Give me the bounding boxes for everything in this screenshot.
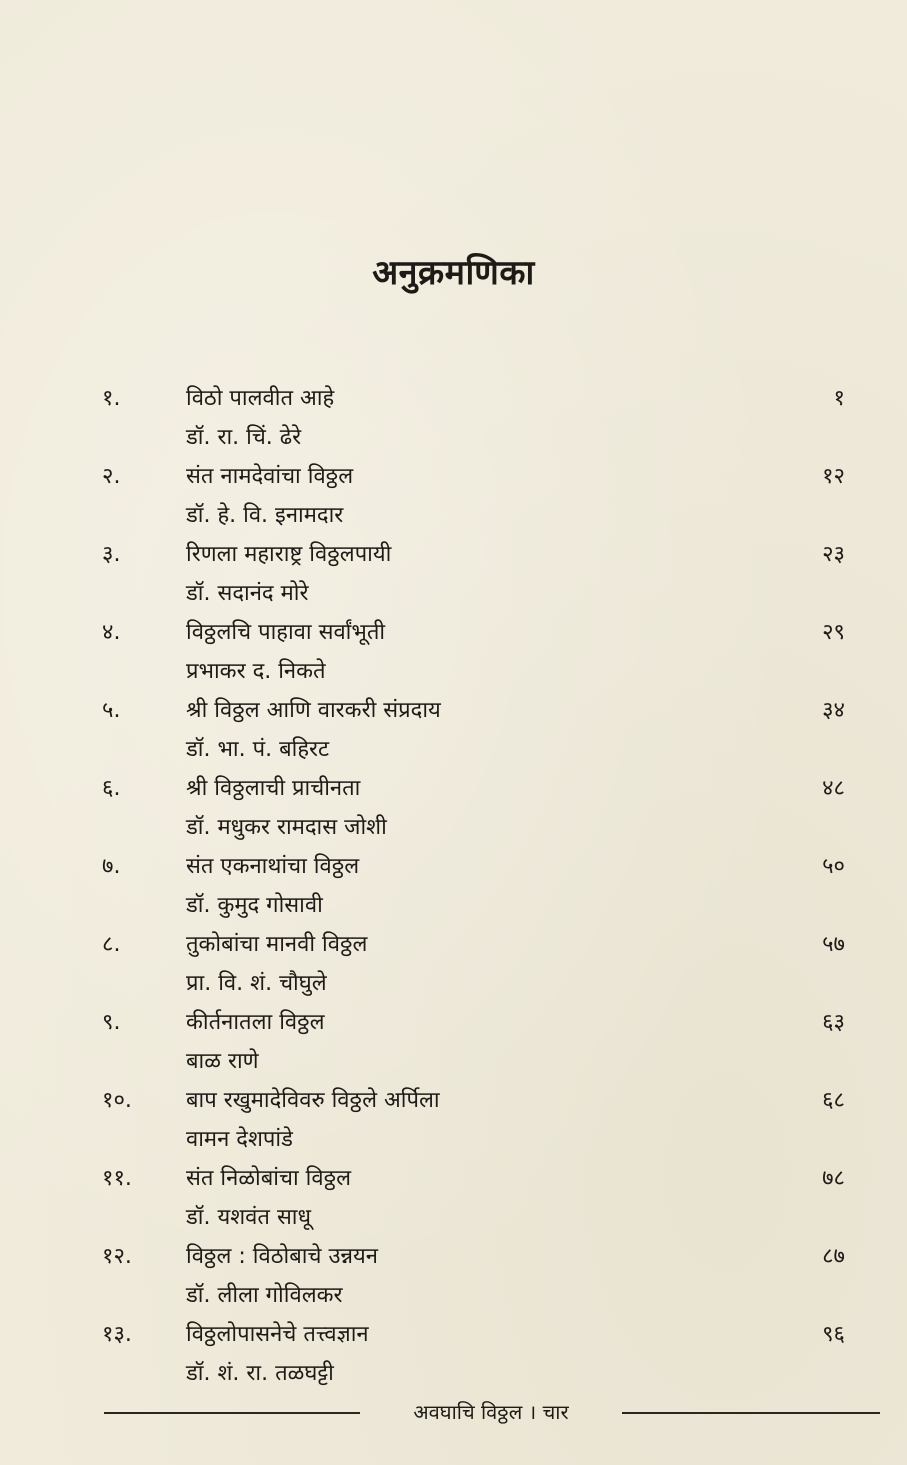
chapter-author: डॉ. रा. चिं. ढेरे xyxy=(186,425,302,450)
page-title: अनुक्रमणिका xyxy=(372,253,535,293)
entry-number: ६. xyxy=(102,776,121,801)
page-number: ८७ xyxy=(822,1244,845,1269)
footer-rule-left xyxy=(104,1412,360,1414)
chapter-title: तुकोबांचा मानवी विठ्ठल xyxy=(186,932,368,957)
chapter-title: विठ्ठलचि पाहावा सर्वांभूती xyxy=(186,620,386,645)
entry-number: ९. xyxy=(102,1010,121,1035)
chapter-author: डॉ. कुमुद गोसावी xyxy=(186,893,323,918)
page-footer xyxy=(0,1394,907,1430)
chapter-author: प्रभाकर द. निकते xyxy=(186,659,326,684)
chapter-author: वामन देशपांडे xyxy=(186,1127,293,1152)
toc-entry xyxy=(0,770,907,848)
chapter-title: विठो पालवीत आहे xyxy=(186,386,335,411)
page-number: ५० xyxy=(822,854,845,879)
toc-entry xyxy=(0,1238,907,1316)
chapter-title: श्री विठ्ठल आणि वारकरी संप्रदाय xyxy=(186,698,441,723)
page-number: १ xyxy=(833,386,845,411)
chapter-title: विठ्ठल : विठोबाचे उन्नयन xyxy=(186,1244,379,1269)
entry-number: २. xyxy=(102,464,121,489)
chapter-title: संत नामदेवांचा विठ्ठल xyxy=(186,464,354,489)
entry-number: ४. xyxy=(102,620,121,645)
toc-entry xyxy=(0,614,907,692)
page-number: ९६ xyxy=(822,1322,845,1347)
chapter-title: बाप रखुमादेविवरु विठ्ठले अर्पिला xyxy=(186,1088,440,1113)
toc-entry xyxy=(0,1004,907,1082)
chapter-author: प्रा. वि. शं. चौघुले xyxy=(186,971,327,996)
page-number: ३४ xyxy=(822,698,845,723)
chapter-author: डॉ. सदानंद मोरे xyxy=(186,581,309,606)
chapter-title: कीर्तनातला विठ्ठल xyxy=(186,1010,325,1035)
toc-entry xyxy=(0,1082,907,1160)
page-number: २९ xyxy=(822,620,845,645)
toc-entry xyxy=(0,458,907,536)
chapter-title: रिणला महाराष्ट्र विठ्ठलपायी xyxy=(186,542,392,567)
page-number: ५७ xyxy=(822,932,845,957)
entry-number: ५. xyxy=(102,698,121,723)
chapter-author: डॉ. मधुकर रामदास जोशी xyxy=(186,815,387,840)
entry-number: १२. xyxy=(102,1244,132,1269)
chapter-author: डॉ. यशवंत साधू xyxy=(186,1205,312,1230)
chapter-title: संत निळोबांचा विठ्ठल xyxy=(186,1166,352,1191)
chapter-author: डॉ. लीला गोविलकर xyxy=(186,1283,343,1308)
toc-entry xyxy=(0,1160,907,1238)
entry-number: ७. xyxy=(102,854,121,879)
entry-number: १. xyxy=(102,386,121,411)
chapter-author: बाळ राणे xyxy=(186,1049,259,1074)
toc-entry xyxy=(0,926,907,1004)
entry-number: ३. xyxy=(102,542,121,567)
toc-entry xyxy=(0,380,907,458)
chapter-title: विठ्ठलोपासनेचे तत्त्वज्ञान xyxy=(186,1322,369,1347)
toc-entry xyxy=(0,848,907,926)
entry-number: १०. xyxy=(102,1088,132,1113)
table-of-contents xyxy=(0,380,907,1394)
footer-rule-right xyxy=(622,1412,880,1414)
chapter-title: श्री विठ्ठलाची प्राचीनता xyxy=(186,776,361,801)
page-number: २३ xyxy=(822,542,845,567)
chapter-title: संत एकनाथांचा विठ्ठल xyxy=(186,854,360,879)
page-number: ७८ xyxy=(822,1166,845,1191)
chapter-author: डॉ. शं. रा. तळघट्टी xyxy=(186,1361,334,1386)
chapter-author: डॉ. भा. पं. बहिरट xyxy=(186,737,330,762)
page-number: ६३ xyxy=(822,1010,845,1035)
toc-entry xyxy=(0,1316,907,1394)
page-number: १२ xyxy=(822,464,845,489)
page-number: ४८ xyxy=(822,776,845,801)
page-number: ६८ xyxy=(822,1088,845,1113)
toc-entry xyxy=(0,692,907,770)
footer-running-title: अवघाचि विठ्ठल । चार xyxy=(413,1400,569,1424)
entry-number: ११. xyxy=(102,1166,132,1191)
entry-number: ८. xyxy=(102,932,121,957)
chapter-author: डॉ. हे. वि. इनामदार xyxy=(186,503,344,528)
toc-entry xyxy=(0,536,907,614)
entry-number: १३. xyxy=(102,1322,132,1347)
